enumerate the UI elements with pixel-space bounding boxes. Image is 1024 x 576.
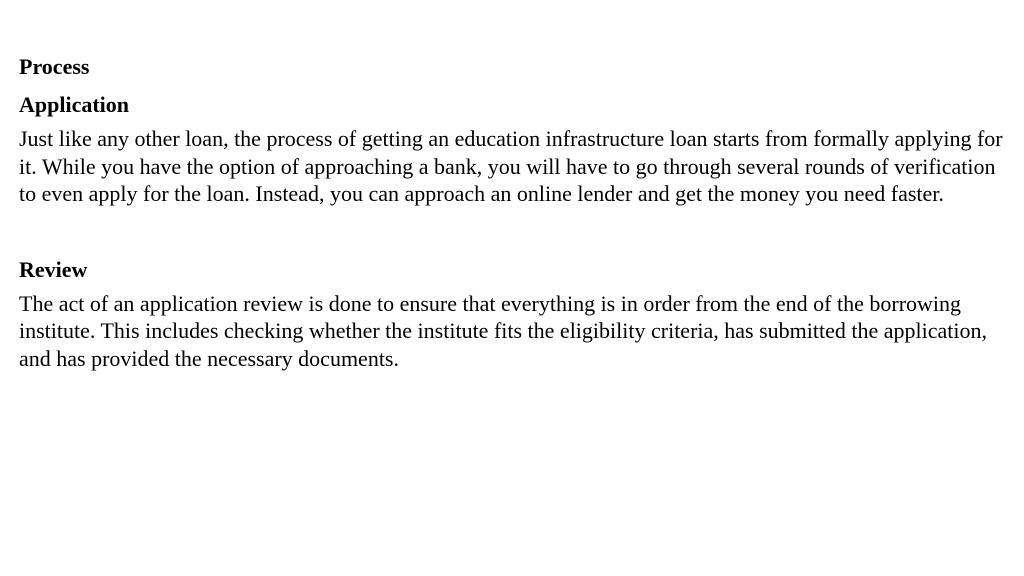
section-title-process: Process	[19, 54, 90, 79]
paragraph-review: The act of an application review is done to ensure that everything is in order from the end of the borrowing institute. This includes checking whether the institute fits the eligibility criteria, has submitted the application, and has provided the necessary documents.	[19, 290, 987, 371]
heading-review: Review	[19, 256, 88, 282]
heading-application: Application	[19, 92, 130, 117]
document-page	[19, 54, 1009, 372]
paragraph-application: Just like any other loan, the process of getting an education infrastructure loan starts from formally applying for it. While you have the option of approaching a bank, you will have to go through several rounds of verification to even apply for the loan. Instead, you can approach an online lender and get the money you need faster.	[19, 126, 1003, 206]
